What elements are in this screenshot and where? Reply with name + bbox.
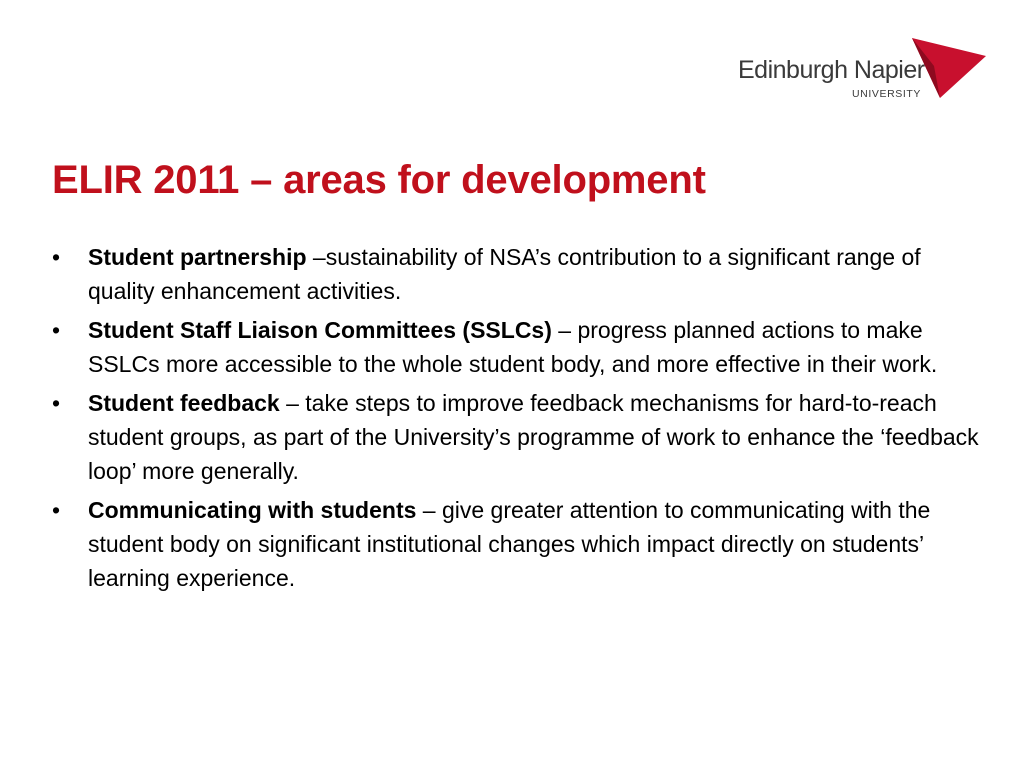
bullet-heading: Student partnership (88, 244, 307, 270)
bullet-marker: • (52, 497, 61, 523)
bullet-text: – take steps to improve feedback mechanisms for hard-to-reach student groups, as part of the University’s programme of work to enhance the ‘feedback loop’ more generally. (88, 390, 979, 484)
university-logo (730, 36, 990, 106)
bullet-marker: • (52, 244, 61, 270)
bullet-marker: • (52, 317, 61, 343)
bullet-item (52, 240, 982, 308)
bullet-marker: • (52, 390, 61, 416)
bullet-text: – give greater attention to communicating with the student body on significant institutional changes which impact directly on students’ learning experience. (88, 497, 931, 591)
logo-name: Edinburgh Napier (738, 56, 925, 84)
bullet-heading: Communicating with students (88, 497, 417, 523)
bullet-heading: Student feedback (88, 390, 280, 416)
bullet-item (52, 313, 982, 381)
logo-subtitle: UNIVERSITY (852, 88, 922, 100)
bullet-heading: Student Staff Liaison Committees (SSLCs) (88, 317, 552, 343)
bullet-item (52, 386, 982, 488)
logo-triangle-icon (912, 38, 986, 98)
slide-title: ELIR 2011 – areas for development (52, 158, 706, 202)
bullet-item (52, 493, 982, 595)
bullet-text: –sustainability of NSA’s contribution to a significant range of quality enhancement activities. (88, 244, 921, 304)
bullet-list (52, 240, 982, 600)
bullet-text: – progress planned actions to make SSLCs more accessible to the whole student body, and more effective in their work. (88, 317, 938, 377)
